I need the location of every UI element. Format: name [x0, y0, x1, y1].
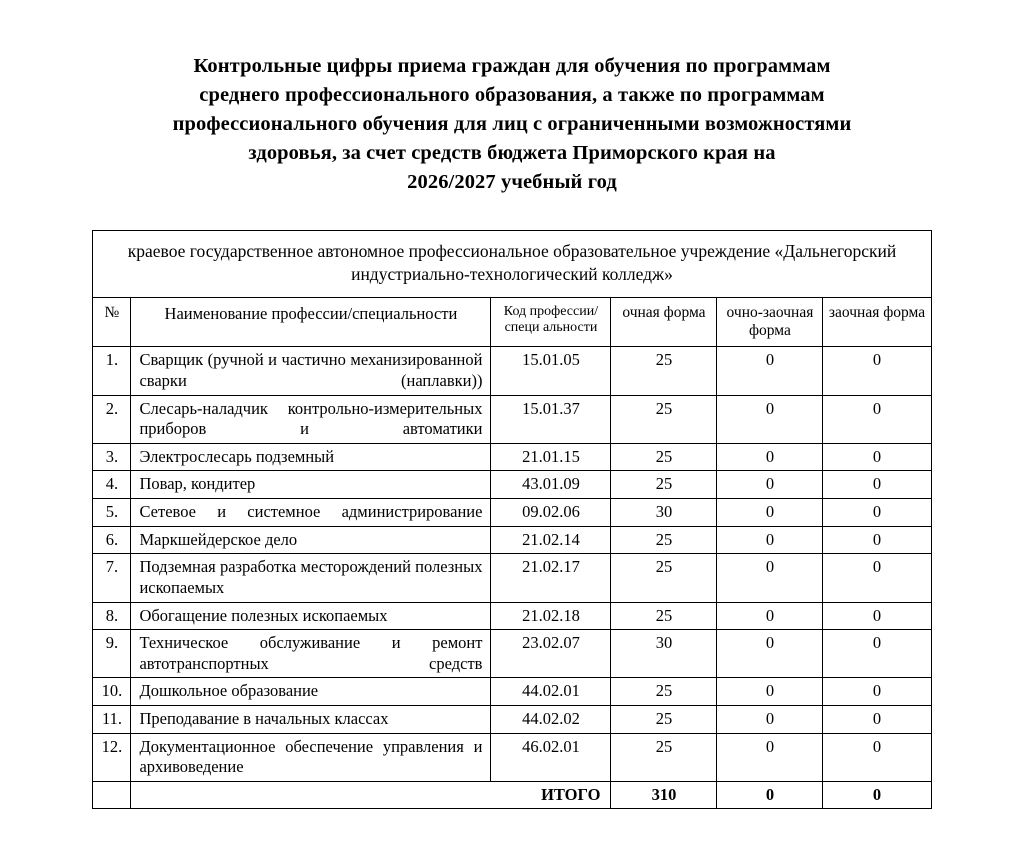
- row-code: 21.01.15: [491, 443, 611, 471]
- total-mixed: 0: [717, 781, 823, 808]
- row-full-time: 25: [611, 395, 717, 443]
- table-row: [93, 706, 931, 734]
- row-number: 6.: [93, 526, 131, 554]
- column-header-full-time: очная форма: [611, 297, 717, 347]
- row-full-time: 25: [611, 526, 717, 554]
- total-empty-cell: [93, 781, 131, 808]
- row-full-time: 25: [611, 471, 717, 499]
- column-header-profession: Наименование профессии/специальности: [131, 297, 491, 347]
- column-header-extramural: заочная форма: [823, 297, 931, 347]
- row-number: 4.: [93, 471, 131, 499]
- row-profession: Документационное обеспечение управления и архивоведение: [131, 733, 491, 781]
- row-number: 3.: [93, 443, 131, 471]
- row-number: 2.: [93, 395, 131, 443]
- row-profession: Электрослесарь подземный: [131, 443, 491, 471]
- row-extramural: 0: [823, 499, 931, 527]
- row-profession: Сварщик (ручной и частично механизированной сварки (наплавки)): [131, 347, 491, 395]
- row-profession: Преподавание в начальных классах: [131, 706, 491, 734]
- total-extramural: 0: [823, 781, 931, 808]
- row-extramural: 0: [823, 347, 931, 395]
- row-mixed: 0: [717, 554, 823, 602]
- row-code: 46.02.01: [491, 733, 611, 781]
- row-code: 43.01.09: [491, 471, 611, 499]
- admission-table-wrapper: [60, 230, 964, 809]
- row-full-time: 30: [611, 499, 717, 527]
- row-profession: Сетевое и системное администрирование: [131, 499, 491, 527]
- row-full-time: 25: [611, 678, 717, 706]
- row-extramural: 0: [823, 395, 931, 443]
- row-code: 09.02.06: [491, 499, 611, 527]
- column-header-code: Код профессии/специ альности: [491, 297, 611, 347]
- organization-name: краевое государственное автономное профессиональное образовательное учреждение «Дальнегорский индустриально-технологический колледж»: [93, 230, 931, 297]
- table-row: [93, 678, 931, 706]
- row-number: 5.: [93, 499, 131, 527]
- row-mixed: 0: [717, 499, 823, 527]
- row-mixed: 0: [717, 395, 823, 443]
- page-title-line-5: 2026/2027 учебный год: [407, 171, 617, 194]
- row-full-time: 30: [611, 630, 717, 678]
- page-title: [102, 52, 922, 198]
- table-row: [93, 602, 931, 630]
- page-title-line-2: среднего профессионального образования, а также по программам: [199, 84, 825, 107]
- page-title-line-3: профессионального обучения для лиц с ограниченными возможностями: [172, 113, 852, 136]
- table-row: [93, 630, 931, 678]
- total-label: ИТОГО: [131, 781, 611, 808]
- row-profession: Слесарь-наладчик контрольно-измерительных приборов и автоматики: [131, 395, 491, 443]
- row-extramural: 0: [823, 602, 931, 630]
- row-full-time: 25: [611, 554, 717, 602]
- row-mixed: 0: [717, 602, 823, 630]
- row-extramural: 0: [823, 630, 931, 678]
- table-row: [93, 499, 931, 527]
- column-header-row: [93, 297, 931, 347]
- organization-header-row: [93, 230, 931, 297]
- row-number: 12.: [93, 733, 131, 781]
- total-full-time: 310: [611, 781, 717, 808]
- row-code: 15.01.05: [491, 347, 611, 395]
- table-row: [93, 395, 931, 443]
- row-extramural: 0: [823, 678, 931, 706]
- row-code: 21.02.17: [491, 554, 611, 602]
- row-number: 9.: [93, 630, 131, 678]
- row-profession: Дошкольное образование: [131, 678, 491, 706]
- row-mixed: 0: [717, 706, 823, 734]
- table-row: [93, 471, 931, 499]
- page-title-line-1: Контрольные цифры приема граждан для обучения по программам: [193, 55, 831, 77]
- row-extramural: 0: [823, 526, 931, 554]
- row-full-time: 25: [611, 602, 717, 630]
- row-mixed: 0: [717, 678, 823, 706]
- row-mixed: 0: [717, 443, 823, 471]
- row-extramural: 0: [823, 733, 931, 781]
- row-extramural: 0: [823, 554, 931, 602]
- row-mixed: 0: [717, 347, 823, 395]
- row-code: 15.01.37: [491, 395, 611, 443]
- page-title-line-4: здоровья, за счет средств бюджета Приморского края на: [248, 142, 776, 165]
- row-number: 10.: [93, 678, 131, 706]
- row-code: 44.02.02: [491, 706, 611, 734]
- row-profession: Обогащение полезных ископаемых: [131, 602, 491, 630]
- table-row: [93, 443, 931, 471]
- row-full-time: 25: [611, 347, 717, 395]
- admission-table: [92, 230, 931, 809]
- table-row: [93, 733, 931, 781]
- row-code: 21.02.14: [491, 526, 611, 554]
- row-code: 21.02.18: [491, 602, 611, 630]
- row-mixed: 0: [717, 630, 823, 678]
- column-header-number: №: [93, 297, 131, 347]
- row-number: 8.: [93, 602, 131, 630]
- row-profession: Маркшейдерское дело: [131, 526, 491, 554]
- row-mixed: 0: [717, 526, 823, 554]
- row-profession: Повар, кондитер: [131, 471, 491, 499]
- row-extramural: 0: [823, 471, 931, 499]
- table-row: [93, 554, 931, 602]
- row-full-time: 25: [611, 733, 717, 781]
- row-number: 11.: [93, 706, 131, 734]
- row-extramural: 0: [823, 706, 931, 734]
- table-row: [93, 347, 931, 395]
- row-number: 7.: [93, 554, 131, 602]
- row-number: 1.: [93, 347, 131, 395]
- total-row: [93, 781, 931, 808]
- row-full-time: 25: [611, 706, 717, 734]
- table-row: [93, 526, 931, 554]
- row-profession: Техническое обслуживание и ремонт автотранспортных средств: [131, 630, 491, 678]
- row-mixed: 0: [717, 733, 823, 781]
- row-mixed: 0: [717, 471, 823, 499]
- row-code: 23.02.07: [491, 630, 611, 678]
- row-extramural: 0: [823, 443, 931, 471]
- column-header-mixed: очно-заочная форма: [717, 297, 823, 347]
- row-full-time: 25: [611, 443, 717, 471]
- row-code: 44.02.01: [491, 678, 611, 706]
- row-profession: Подземная разработка месторождений полезных ископаемых: [131, 554, 491, 602]
